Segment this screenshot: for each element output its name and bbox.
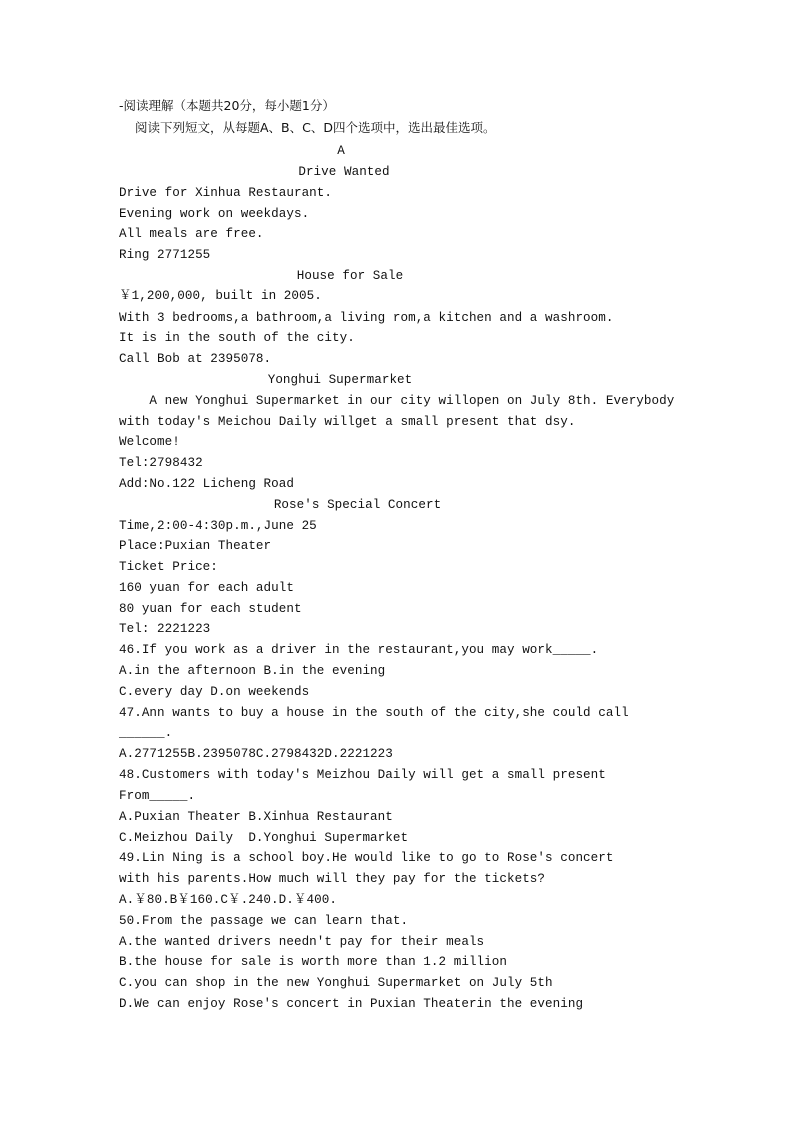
question-line: D.We can enjoy Rose's concert in Puxian Theaterin the evening [119, 997, 584, 1011]
ad-line: Ticket Price: [119, 560, 218, 574]
question-line: with his parents.How much will they pay for the tickets? [119, 872, 546, 886]
ad-line: All meals are free. [119, 227, 264, 241]
question-line: From_____. [119, 789, 196, 803]
ad-title-supermarket: Yonghui Supermarket [267, 373, 413, 387]
question-line: C.you can shop in the new Yonghui Supermarket on July 5th [119, 976, 553, 990]
question-line: 49.Lin Ning is a school boy.He would like to go to Rose's concert [119, 851, 614, 865]
question-line: A.2771255B.2395078C.2798432D.2221223 [119, 747, 393, 761]
section-title: -阅读理解（本题共20分，每小题1分） [119, 98, 335, 113]
ad-line: Evening work on weekdays. [119, 207, 310, 221]
ad-title-concert: Rose's Special Concert [273, 498, 442, 512]
ad-line: ￥1,200,000, built in 2005. [119, 289, 322, 303]
ad-line: Place:Puxian Theater [119, 539, 272, 553]
ad-title-house: House for Sale [296, 269, 404, 283]
ad-line: 160 yuan for each adult [119, 581, 294, 595]
ad-line: Time,2:00-4:30p.m.,June 25 [119, 519, 317, 533]
question-line: 50.From the passage we can learn that. [119, 914, 409, 928]
ad-line: Call Bob at 2395078. [119, 352, 272, 366]
question-line: A.Puxian Theater B.Xinhua Restaurant [119, 810, 393, 824]
ad-line: It is in the south of the city. [119, 331, 355, 345]
ad-line: A new Yonghui Supermarket in our city willopen on July 8th. Everybody [119, 394, 675, 408]
passage-label: A [337, 144, 345, 158]
question-line: 48.Customers with today's Meizhou Daily will get a small present [119, 768, 606, 782]
question-line: C.every day D.on weekends [119, 685, 310, 699]
question-line: ______. [119, 726, 173, 740]
ad-line: Drive for Xinhua Restaurant. [119, 186, 333, 200]
ad-line: Welcome! [119, 435, 180, 449]
ad-line: 80 yuan for each student [119, 602, 302, 616]
instruction: 阅读下列短文，从每题A、B、C、D四个选项中，选出最佳选项。 [135, 120, 496, 135]
ad-line: Tel:2798432 [119, 456, 203, 470]
ad-line: Add:No.122 Licheng Road [119, 477, 294, 491]
ad-title-driver: Drive Wanted [298, 165, 390, 179]
question-line: A.the wanted drivers needn't pay for their meals [119, 935, 485, 949]
question-line: A.￥80.B￥160.C￥.240.D.￥400. [119, 893, 337, 907]
question-line: C.Meizhou Daily D.Yonghui Supermarket [119, 831, 409, 845]
question-line: 47.Ann wants to buy a house in the south of the city,she could call [119, 706, 629, 720]
ad-line: With 3 bedrooms,a bathroom,a living rom,a kitchen and a washroom. [119, 311, 614, 325]
question-line: B.the house for sale is worth more than 1.2 million [119, 955, 507, 969]
ad-line: with today's Meichou Daily willget a small present that dsy. [119, 415, 576, 429]
question-line: 46.If you work as a driver in the restaurant,you may work_____. [119, 643, 599, 657]
ad-line: Tel: 2221223 [119, 622, 211, 636]
ad-line: Ring 2771255 [119, 248, 211, 262]
question-line: A.in the afternoon B.in the evening [119, 664, 386, 678]
